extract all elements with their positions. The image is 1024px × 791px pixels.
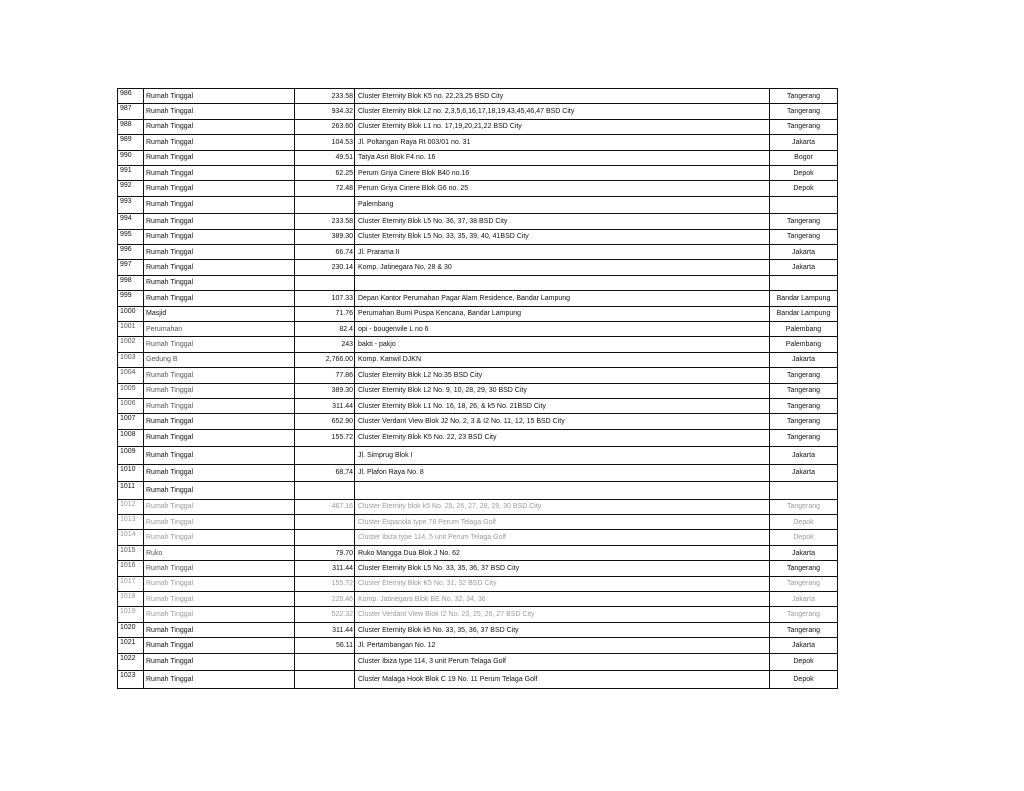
area-cell: 522.32 [295,607,355,622]
area-cell: 467.16 [295,499,355,514]
property-type-cell: Gedung B [144,352,295,367]
city-cell: Tangerang [770,398,838,413]
area-cell: 107.33 [295,291,355,306]
row-number-cell: 1008 [118,429,144,447]
location-cell: Jl. Pertambangan No. 12 [355,638,770,653]
area-cell [295,482,355,500]
table-row [118,464,838,482]
row-number-cell: 1005 [118,383,144,398]
table-row [118,368,838,383]
location-cell: opi - bougenvile L no 6 [355,321,770,336]
property-type-cell: Rumah Tinggal [144,576,295,591]
row-number-cell: 1020 [118,622,144,637]
city-cell: Bandar Lampung [770,306,838,321]
property-type-cell: Rumah Tinggal [144,119,295,134]
property-type-cell: Rumah Tinggal [144,414,295,429]
area-cell: 82.4 [295,321,355,336]
city-cell: Tangerang [770,576,838,591]
location-cell: Cluster Eternity Blok K5 No. 31, 32 BSD City [355,576,770,591]
row-number-cell: 1007 [118,414,144,429]
area-cell: 233.58 [295,89,355,104]
row-number-cell: 999 [118,291,144,306]
city-cell: Bogor [770,150,838,165]
city-cell: Depok [770,181,838,196]
location-cell: Komp. Jatinegara Blok BE No. 32, 34, 36 [355,592,770,607]
property-type-cell: Rumah Tinggal [144,607,295,622]
row-number-cell: 1015 [118,545,144,560]
property-type-cell: Ruko [144,545,295,560]
property-type-cell: Rumah Tinggal [144,104,295,119]
city-cell: Tangerang [770,429,838,447]
area-cell: 71.76 [295,306,355,321]
location-cell: Cluster Eternity Blok L2 no. 2,3,5,6,16,17,18,19,43,45,46,47 BSD City [355,104,770,119]
property-type-cell: Masjid [144,306,295,321]
city-cell: Tangerang [770,214,838,229]
area-cell: 68.74 [295,464,355,482]
city-cell: Jakarta [770,638,838,653]
area-cell [295,671,355,689]
table-row [118,291,838,306]
location-cell: Cluster Eternity Blok L2 No. 9, 10, 28, 29, 30 BSD City [355,383,770,398]
table-row [118,196,838,214]
city-cell: Tangerang [770,622,838,637]
area-cell: 49.51 [295,150,355,165]
table-row [118,383,838,398]
table-row [118,321,838,336]
location-cell: Cluster Verdant View Blok I2 No. 23, 25, 26, 27 BSD City [355,607,770,622]
city-cell: Tangerang [770,383,838,398]
row-number-cell: 992 [118,181,144,196]
property-type-cell: Rumah Tinggal [144,499,295,514]
location-cell: Jl. Simprug Blok I [355,447,770,465]
property-type-cell: Rumah Tinggal [144,337,295,352]
city-cell: Depok [770,671,838,689]
property-type-cell: Rumah Tinggal [144,622,295,637]
table-row [118,245,838,260]
city-cell: Palembang [770,337,838,352]
row-number-cell: 1003 [118,352,144,367]
location-cell: Ruko Mangga Dua Blok J No. 62 [355,545,770,560]
table-row [118,530,838,545]
area-cell: 77.86 [295,368,355,383]
row-number-cell: 995 [118,229,144,244]
area-cell: 155.72 [295,429,355,447]
table-row [118,653,838,671]
location-cell [355,275,770,290]
area-cell: 155.72 [295,576,355,591]
table-row [118,482,838,500]
row-number-cell: 1010 [118,464,144,482]
table-row [118,398,838,413]
row-number-cell: 1006 [118,398,144,413]
location-cell: Depan Kantor Perumahan Pagar Alam Residence, Bandar Lampung [355,291,770,306]
table-row [118,447,838,465]
area-cell: 230.14 [295,260,355,275]
area-cell: 311.44 [295,561,355,576]
table-row [118,352,838,367]
table-row [118,135,838,150]
location-cell: Cluster Eternity Blok K5 no. 22,23,25 BSD City [355,89,770,104]
location-cell: Cluster Eternity Blok L2 No.35 BSD City [355,368,770,383]
property-type-cell: Rumah Tinggal [144,429,295,447]
location-cell: Jl. Poltangan Raya Rt 003/01 no. 31 [355,135,770,150]
city-cell: Tangerang [770,89,838,104]
table-row [118,545,838,560]
city-cell: Bandar Lampung [770,291,838,306]
location-cell [355,482,770,500]
location-cell: Cluster Eternity Blok L1 No. 16, 18, 26, & k5 No. 21BSD City [355,398,770,413]
row-number-cell: 1016 [118,561,144,576]
property-type-cell: Rumah Tinggal [144,150,295,165]
row-number-cell: 1002 [118,337,144,352]
row-number-cell: 988 [118,119,144,134]
property-type-cell: Rumah Tinggal [144,135,295,150]
location-cell: Cluster Eternity Blok K5 No. 22, 23 BSD City [355,429,770,447]
city-cell: Jakarta [770,592,838,607]
location-cell: Perumahan Bumi Puspa Kencana, Bandar Lampung [355,306,770,321]
city-cell: Jakarta [770,352,838,367]
city-cell: Tangerang [770,499,838,514]
row-number-cell: 997 [118,260,144,275]
city-cell [770,482,838,500]
table-body [118,89,838,689]
row-number-cell: 989 [118,135,144,150]
location-cell: Komp. Jatinegara No, 28 & 30 [355,260,770,275]
table-row [118,499,838,514]
property-type-cell: Rumah Tinggal [144,561,295,576]
location-cell: Cluster Eternity Blok L1 no. 17,19,20,21,22 BSD City [355,119,770,134]
area-cell: 62.25 [295,165,355,180]
table-row [118,89,838,104]
location-cell: Cluster Ibiza type 114, 3 unit Perum Telaga Golf [355,653,770,671]
city-cell: Jakarta [770,447,838,465]
table-row [118,576,838,591]
property-type-cell: Rumah Tinggal [144,447,295,465]
table-row [118,104,838,119]
property-type-cell: Rumah Tinggal [144,653,295,671]
row-number-cell: 993 [118,196,144,214]
property-type-cell: Rumah Tinggal [144,245,295,260]
table-row [118,414,838,429]
row-number-cell: 1004 [118,368,144,383]
city-cell: Depok [770,530,838,545]
property-type-cell: Rumah Tinggal [144,89,295,104]
property-type-cell: Rumah Tinggal [144,165,295,180]
row-number-cell: 1022 [118,653,144,671]
area-cell: 389.30 [295,383,355,398]
location-cell: Cluster Eternity blok k5 No. 25, 26, 27, 28, 29, 30 BSD City [355,499,770,514]
area-cell: 79.70 [295,545,355,560]
area-cell [295,530,355,545]
row-number-cell: 1019 [118,607,144,622]
table-row [118,306,838,321]
city-cell: Depok [770,515,838,530]
table-row [118,561,838,576]
row-number-cell: 1000 [118,306,144,321]
row-number-cell: 1021 [118,638,144,653]
property-type-cell: Rumah Tinggal [144,260,295,275]
area-cell: 72.48 [295,181,355,196]
city-cell: Tangerang [770,104,838,119]
area-cell: 66.74 [295,245,355,260]
area-cell: 311.44 [295,622,355,637]
location-cell: Perum Griya Cinere Blok B40 no.16 [355,165,770,180]
property-type-cell: Rumah Tinggal [144,464,295,482]
city-cell: Jakarta [770,260,838,275]
city-cell: Tangerang [770,561,838,576]
area-cell [295,515,355,530]
table-row [118,671,838,689]
city-cell: Tangerang [770,414,838,429]
table-row [118,260,838,275]
row-number-cell: 986 [118,89,144,104]
location-cell: Jl. Prarama II [355,245,770,260]
location-cell: Cluster Eternity Blok L5 No. 36, 37, 38 BSD City [355,214,770,229]
row-number-cell: 987 [118,104,144,119]
location-cell: Cluster Eternity Blok L5 No. 33, 35, 36, 37 BSD City [355,561,770,576]
property-type-cell: Rumah Tinggal [144,291,295,306]
row-number-cell: 1009 [118,447,144,465]
table-row [118,165,838,180]
city-cell: Palembang [770,321,838,336]
area-cell: 2,766.00 [295,352,355,367]
property-type-cell: Rumah Tinggal [144,592,295,607]
row-number-cell: 1017 [118,576,144,591]
area-cell: 652.90 [295,414,355,429]
location-cell: Cluster Ibiza type 114, 5 unit Perum Telaga Golf [355,530,770,545]
area-cell: 934.32 [295,104,355,119]
row-number-cell: 1012 [118,499,144,514]
location-cell: Cluster Eternity Blok L5 No. 33, 35, 39, 40, 41BSD City [355,229,770,244]
location-cell: Jl. Plafon Raya No. 8 [355,464,770,482]
table-row [118,337,838,352]
row-number-cell: 991 [118,165,144,180]
property-type-cell: Perumahan [144,321,295,336]
table-row [118,429,838,447]
property-type-cell: Rumah Tinggal [144,398,295,413]
location-cell: Cluster Malaga Hook Blok C 19 No. 11 Perum Telaga Golf [355,671,770,689]
property-type-cell: Rumah Tinggal [144,482,295,500]
area-cell: 56.11 [295,638,355,653]
location-cell: Cluster Eternity Blok k5 No. 33, 35, 36, 37 BSD City [355,622,770,637]
table-row [118,592,838,607]
city-cell: Tangerang [770,368,838,383]
property-type-cell: Rumah Tinggal [144,368,295,383]
location-cell: Cluster Espanola type 78 Perum Telaga Golf [355,515,770,530]
city-cell: Tangerang [770,229,838,244]
area-cell: 228.46 [295,592,355,607]
area-cell [295,653,355,671]
city-cell [770,275,838,290]
property-type-cell: Rumah Tinggal [144,515,295,530]
row-number-cell: 1001 [118,321,144,336]
location-cell: bakti - pakjo [355,337,770,352]
location-cell: Tatya Asri Blok F4 no. 16 [355,150,770,165]
city-cell [770,196,838,214]
area-cell [295,196,355,214]
row-number-cell: 1011 [118,482,144,500]
location-cell: Komp. Kanwil DJKN [355,352,770,367]
table-row [118,214,838,229]
city-cell: Jakarta [770,464,838,482]
property-table [117,88,838,689]
location-cell: Cluster Verdant View Blok J2 No. 2, 3 & I2 No. 11, 12, 15 BSD City [355,414,770,429]
table-row [118,181,838,196]
table-row [118,119,838,134]
location-cell: Perum Griya Cinere Blok G6 no. 25 [355,181,770,196]
city-cell: Tangerang [770,607,838,622]
row-number-cell: 1023 [118,671,144,689]
area-cell: 233.58 [295,214,355,229]
table-row [118,607,838,622]
table-row [118,622,838,637]
city-cell: Jakarta [770,545,838,560]
table-row [118,515,838,530]
table-row [118,638,838,653]
area-cell [295,447,355,465]
city-cell: Depok [770,653,838,671]
location-cell: Palembang [355,196,770,214]
row-number-cell: 990 [118,150,144,165]
property-type-cell: Rumah Tinggal [144,229,295,244]
area-cell: 311.44 [295,398,355,413]
row-number-cell: 1013 [118,515,144,530]
property-type-cell: Rumah Tinggal [144,530,295,545]
row-number-cell: 994 [118,214,144,229]
row-number-cell: 1014 [118,530,144,545]
property-type-cell: Rumah Tinggal [144,383,295,398]
table-row [118,275,838,290]
city-cell: Depok [770,165,838,180]
row-number-cell: 996 [118,245,144,260]
area-cell: 389.30 [295,229,355,244]
property-type-cell: Rumah Tinggal [144,671,295,689]
property-type-cell: Rumah Tinggal [144,196,295,214]
table-row [118,229,838,244]
city-cell: Jakarta [770,245,838,260]
area-cell: 243 [295,337,355,352]
area-cell [295,275,355,290]
city-cell: Jakarta [770,135,838,150]
property-type-cell: Rumah Tinggal [144,214,295,229]
property-type-cell: Rumah Tinggal [144,181,295,196]
row-number-cell: 1018 [118,592,144,607]
property-type-cell: Rumah Tinggal [144,638,295,653]
property-type-cell: Rumah Tinggal [144,275,295,290]
row-number-cell: 998 [118,275,144,290]
city-cell: Tangerang [770,119,838,134]
area-cell: 263.60 [295,119,355,134]
table-row [118,150,838,165]
area-cell: 104.53 [295,135,355,150]
